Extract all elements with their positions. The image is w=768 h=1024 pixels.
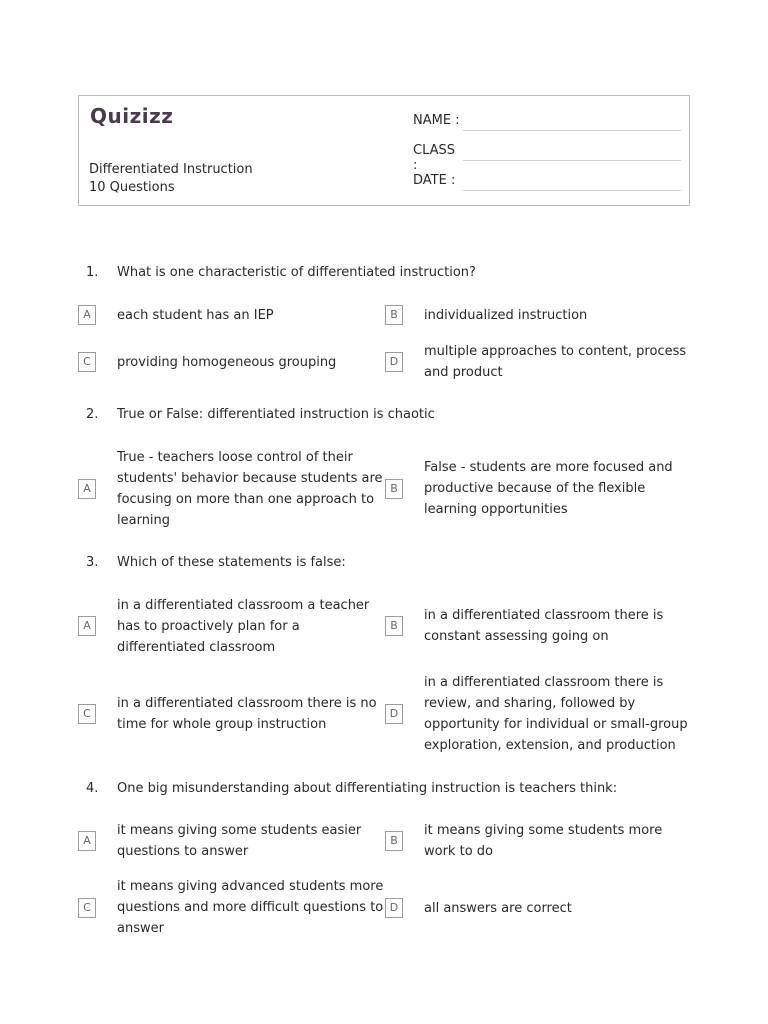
name-label: NAME : bbox=[413, 113, 460, 128]
option-text: each student has an IEP bbox=[117, 308, 274, 323]
option-text: in a differentiated classroom there is constant assessing going on bbox=[424, 608, 664, 644]
option-letter: A bbox=[78, 616, 96, 636]
option-text: in a differentiated classroom there is review, and sharing, followed by opportunity for individual or small-group exploration, extension, and production bbox=[424, 675, 688, 753]
option-letter: A bbox=[78, 831, 96, 851]
question-count: 10 Questions bbox=[89, 180, 175, 195]
option-text: it means giving some students easier questions to answer bbox=[117, 823, 362, 859]
question-number: 3. bbox=[86, 555, 99, 570]
option-text: it means giving advanced students more questions and more difficult questions to answer bbox=[117, 879, 384, 936]
option-letter: D bbox=[385, 704, 403, 724]
option-text: True - teachers loose control of their students' behavior because students are focusing on more than one approach to learning bbox=[117, 450, 383, 528]
option-text: individualized instruction bbox=[424, 308, 588, 323]
option-letter: C bbox=[78, 704, 96, 724]
question-text: One big misunderstanding about differentiating instruction is teachers think: bbox=[117, 781, 618, 796]
quizizz-logo: Quizizz bbox=[90, 104, 174, 128]
question-text: What is one characteristic of differentiated instruction? bbox=[117, 265, 476, 280]
question-text: True or False: differentiated instruction is chaotic bbox=[117, 407, 435, 422]
date-line bbox=[463, 190, 681, 191]
option-letter: D bbox=[385, 898, 403, 918]
option-letter: C bbox=[78, 352, 96, 372]
option-letter: A bbox=[78, 305, 96, 325]
option-letter: C bbox=[78, 898, 96, 918]
question-text: Which of these statements is false: bbox=[117, 555, 346, 570]
question-number: 1. bbox=[86, 265, 99, 280]
option-text: providing homogeneous grouping bbox=[117, 355, 337, 370]
class-field[interactable] bbox=[413, 143, 463, 173]
option-text: in a differentiated classroom there is no time for whole group instruction bbox=[117, 696, 377, 732]
option-letter: B bbox=[385, 479, 403, 499]
option-text: multiple approaches to content, process and product bbox=[424, 344, 687, 380]
name-line bbox=[463, 130, 681, 131]
question-number: 4. bbox=[86, 781, 99, 796]
class-label: CLASS : bbox=[413, 143, 456, 173]
class-line bbox=[463, 160, 681, 161]
name-field[interactable] bbox=[413, 113, 463, 128]
option-text: in a differentiated classroom a teacher has to proactively plan for a differentiated classroom bbox=[117, 598, 370, 655]
option-text: it means giving some students more work to do bbox=[424, 823, 663, 859]
question-number: 2. bbox=[86, 407, 99, 422]
option-letter: B bbox=[385, 616, 403, 636]
option-letter: D bbox=[385, 352, 403, 372]
option-letter: A bbox=[78, 479, 96, 499]
worksheet-header bbox=[78, 95, 690, 206]
option-text: all answers are correct bbox=[424, 901, 572, 916]
date-label: DATE : bbox=[413, 173, 456, 188]
quiz-title: Differentiated Instruction bbox=[89, 162, 253, 177]
date-field[interactable] bbox=[413, 173, 463, 188]
option-letter: B bbox=[385, 305, 403, 325]
option-letter: B bbox=[385, 831, 403, 851]
option-text: False - students are more focused and productive because of the flexible learning opportunities bbox=[424, 460, 673, 517]
